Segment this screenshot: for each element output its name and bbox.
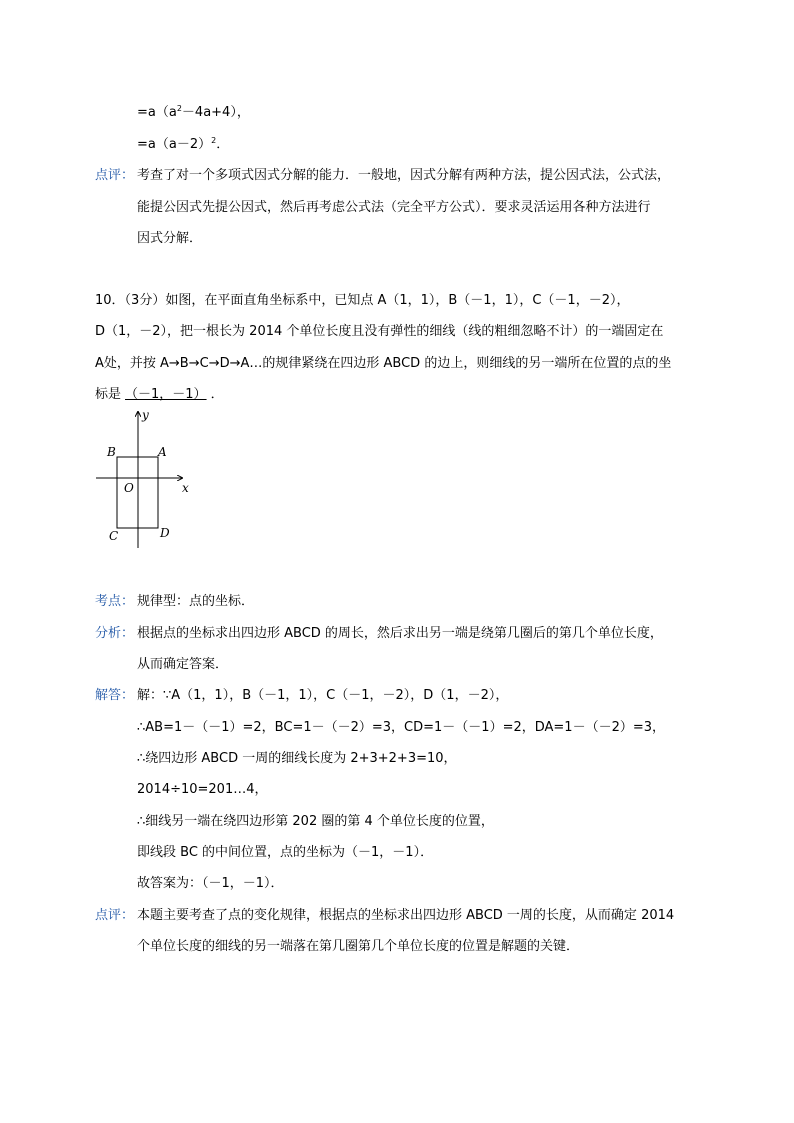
label-x: x xyxy=(182,481,189,495)
fenxi-line-1: 根据点的坐标求出四边形 ABCD 的周长，然后求出另一端是绕第几圈后的第几个单位长度， xyxy=(137,626,663,641)
kaodian-label: 考点： xyxy=(95,594,135,609)
coordinate-figure xyxy=(92,408,198,554)
jieda-label: 解答： xyxy=(95,688,135,703)
jieda-line-1: 解：∵A（1，1），B（－1，1），C（－1，－2），D（1，－2）， xyxy=(137,688,509,703)
dianping-label: 点评： xyxy=(95,908,135,923)
jieda-line-7: 故答案为：（－1，－1）． xyxy=(137,876,284,891)
question-suffix: ． xyxy=(210,387,224,402)
dianping-line-2: 个单位长度的细线的另一端落在第几圈第几个单位长度的位置是解题的关键． xyxy=(137,939,580,954)
label-A: A xyxy=(158,445,167,459)
jieda-line-5: ∴细线另一端在绕四边形第 202 圈的第 4 个单位长度的位置， xyxy=(137,814,494,829)
kaodian-text: 规律型：点的坐标． xyxy=(137,594,255,609)
label-C: C xyxy=(109,529,119,543)
jieda-line-6: 即线段 BC 的中间位置，点的坐标为（－1，－1）． xyxy=(137,845,434,860)
label-y: y xyxy=(142,408,149,422)
label-O: O xyxy=(124,481,134,495)
question-line-4 xyxy=(95,387,224,403)
prev-review-label: 点评： xyxy=(95,168,135,183)
label-D: D xyxy=(160,526,170,540)
prev-review-line-3: 因式分解． xyxy=(137,231,203,246)
prev-step-1: $=a(a^2-4a+4)$， xyxy=(137,104,250,120)
jieda-line-3: ∴绕四边形 ABCD 一周的细线长度为 2+3+2+3=10， xyxy=(137,751,457,766)
jieda-line-4: 2014÷10=201…4， xyxy=(137,782,268,797)
fenxi-line-2: 从而确定答案． xyxy=(137,657,229,672)
question-line-2: D（1，－2），把一根长为 2014 个单位长度且没有弹性的细线（线的粗细忽略不计）的一端固定在 xyxy=(95,324,664,339)
question-line-3: A处，并按 A→B→C→D→A…的规律紧绕在四边形 ABCD 的边上，则细线的另一端所在位置的点的坐 xyxy=(95,356,672,371)
answer-blank: （－1，－1） xyxy=(125,387,207,402)
prev-review-line-2: 能提公因式先提公因式，然后再考虑公式法（完全平方公式）．要求灵活运用各种方法进行 xyxy=(137,200,651,215)
prev-step-2: $=a(a-2)^2$． xyxy=(137,136,230,152)
label-B: B xyxy=(107,445,116,459)
dianping-line-1: 本题主要考查了点的变化规律，根据点的坐标求出四边形 ABCD 一周的长度，从而确定 2014 xyxy=(137,908,675,923)
question-prefix: 标是 xyxy=(95,387,122,402)
question-line-1: 10．（3分）如图，在平面直角坐标系中，已知点 A（1，1），B（－1，1），C（－1，－2）， xyxy=(95,293,630,308)
prev-review-line-1: 考查了对一个多项式因式分解的能力．一般地，因式分解有两种方法，提公因式法，公式法， xyxy=(137,168,671,183)
jieda-line-2: ∴AB=1－（－1）=2，BC=1－（－2）=3，CD=1－（－1）=2，DA=1－（－2）=3， xyxy=(137,720,666,735)
fenxi-label: 分析： xyxy=(95,626,135,641)
